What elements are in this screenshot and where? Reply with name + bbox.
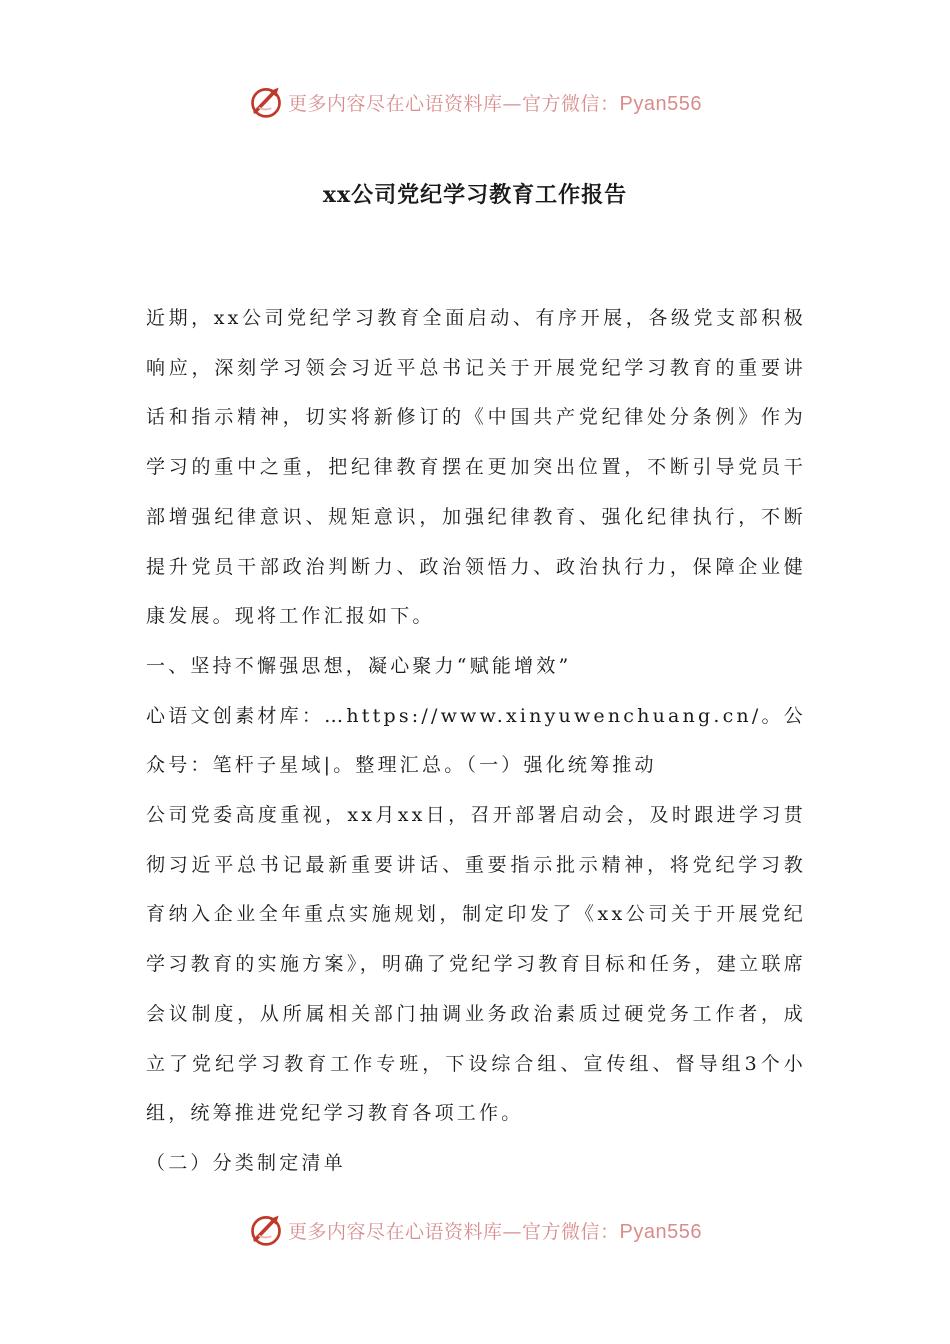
watermark-text: 更多内容尽在心语资料库—官方微信：Pyan556 (288, 1220, 702, 1243)
watermark-wechat-id: Pyan556 (619, 92, 702, 115)
watermark-text: 更多内容尽在心语资料库—官方微信：Pyan556 (288, 92, 702, 115)
paragraph-coordination: 公司党委高度重视，xx月xx日，召开部署启动会，及时跟进学习贯彻习近平总书记最新重要讲话、重要指示批示精神，将党纪学习教育纳入企业全年重点实施规划，制定印发了《xx公司关于开展党纪学习教育的实施方案》，明确了党纪学习教育目标和任务，建立联席会议制度，从所属相关部门抽调业务政治素质过硬党务工作者，成立了党纪学习教育工作专班，下设综合组、宣传组、督导组3个小组，统筹推进党纪学习教育各项工作。 (146, 804, 806, 1125)
paragraph-source-note: 心语文创素材库：…https://www.xinyuwenchuang.cn/。公众号：笔杆子星域|。整理汇总。（一）强化统筹推动 (146, 704, 806, 777)
document-title: xx公司党纪学习教育工作报告 (322, 182, 628, 208)
watermark-wechat-id: Pyan556 (619, 1220, 702, 1243)
pen-logo-icon (248, 84, 284, 120)
watermark-footer (0, 1210, 950, 1250)
section-heading-1: 一、坚持不懈强思想，凝心聚力“赋能增效” (146, 654, 572, 677)
watermark-header (0, 82, 950, 122)
document-body (146, 294, 806, 1189)
pen-logo-icon (248, 1212, 284, 1248)
paragraph-intro: 近期，xx公司党纪学习教育全面启动、有序开展，各级党支部积极响应，深刻学习领会习近平总书记关于开展党纪学习教育的重要讲话和指示精神，切实将新修订的《中国共产党纪律处分条例》作为学习的重中之重，把纪律教育摆在更加突出位置，不断引导党员干部增强纪律意识、规矩意识，加强纪律教育、强化纪律执行，不断提升党员干部政治判断力、政治领悟力、政治执行力，保障企业健康发展。现将工作汇报如下。 (146, 307, 806, 628)
subsection-heading-2: （二）分类制定清单 (146, 1151, 346, 1174)
